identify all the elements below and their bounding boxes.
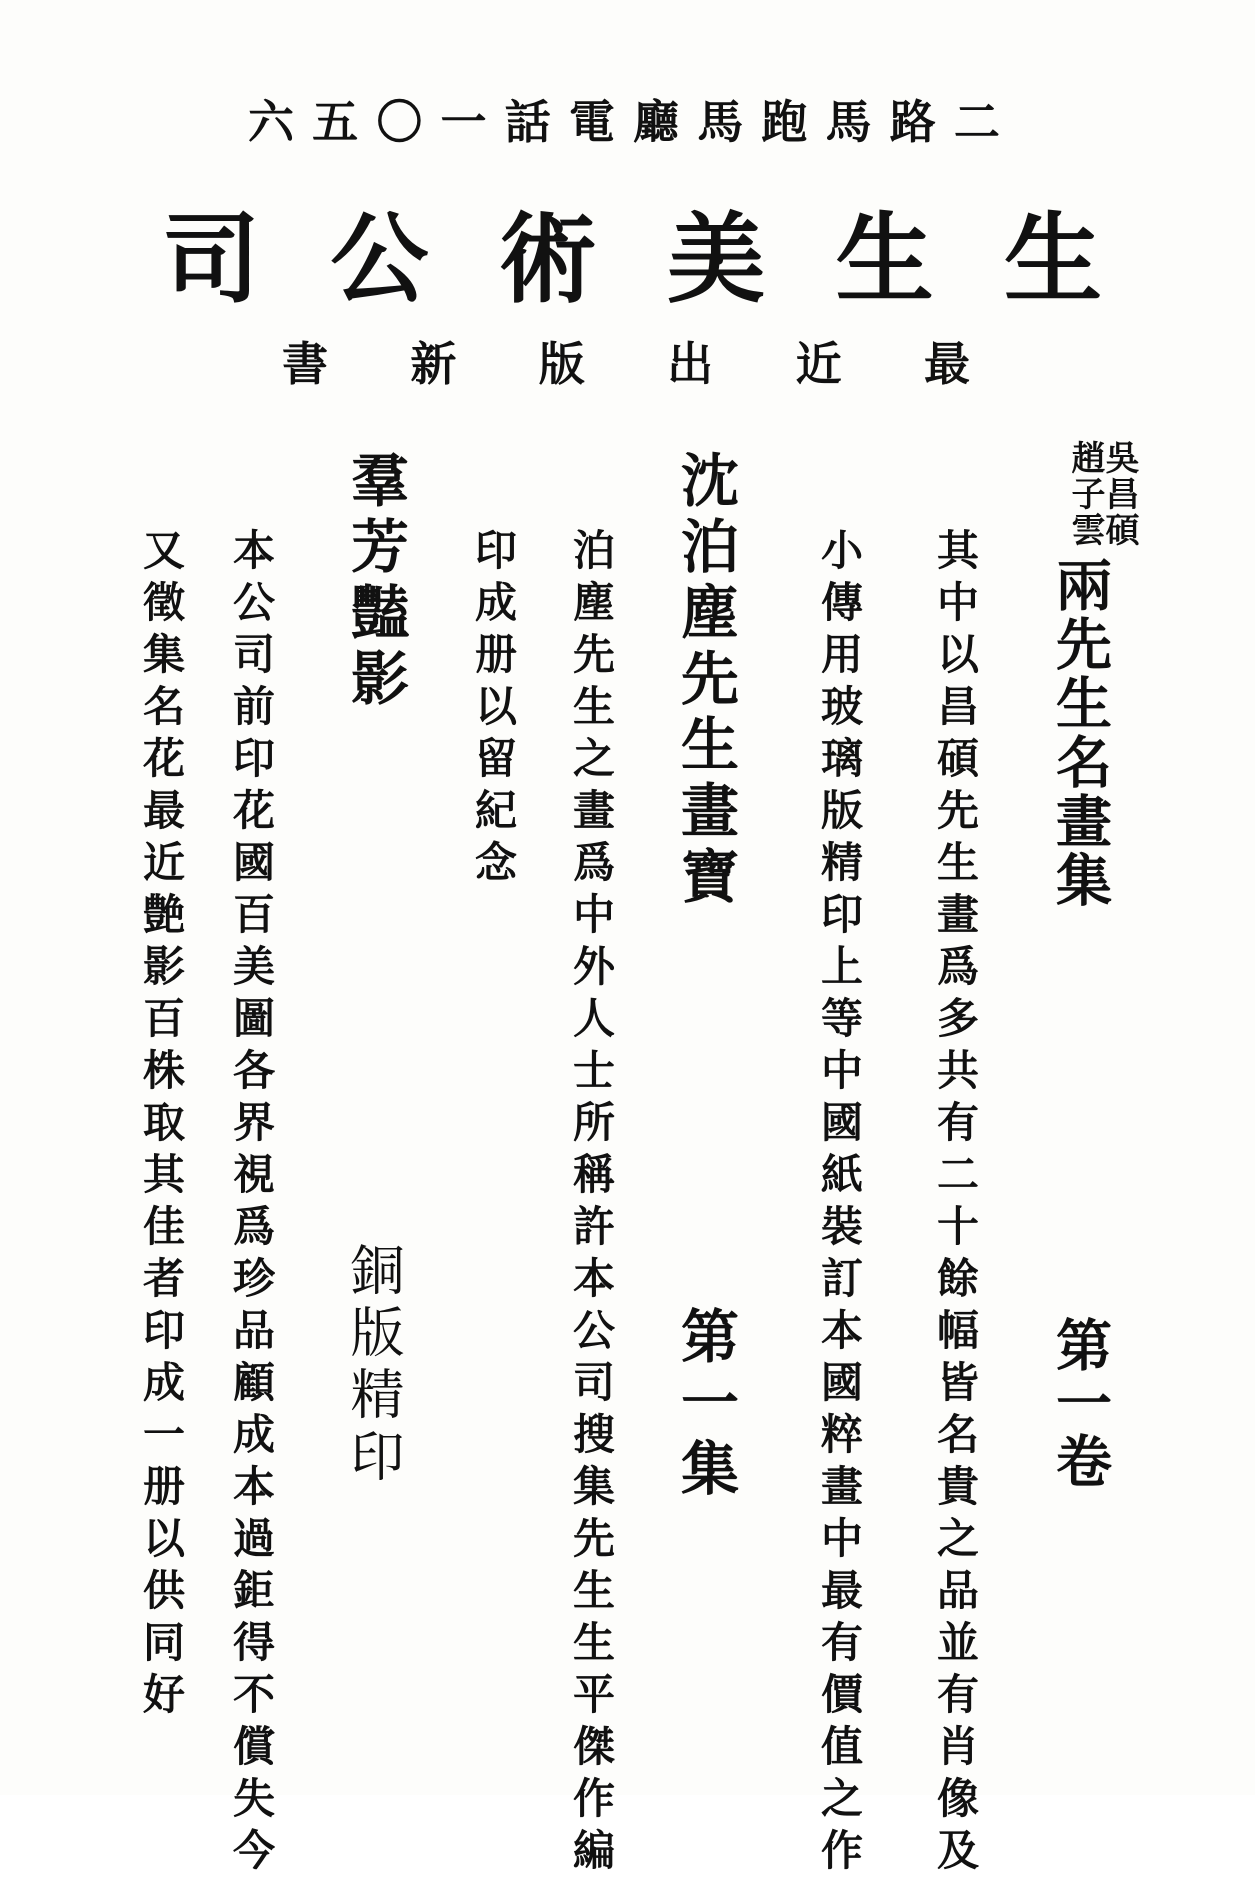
book1-author: 趙子雲	[1065, 440, 1105, 548]
phone-header	[248, 92, 1000, 152]
phone-char: 路	[889, 95, 936, 149]
heading-char: 出	[667, 337, 714, 391]
phone-char: 一	[440, 95, 487, 149]
company-char: 術	[498, 202, 597, 317]
book3-print-tag: 銅版精印	[342, 1242, 405, 1490]
company-char: 生	[1003, 202, 1102, 317]
book1-title: 兩先生名畫集	[1047, 556, 1113, 910]
company-name	[162, 200, 1102, 320]
phone-char: 廳	[633, 95, 680, 149]
heading-char: 新	[410, 337, 457, 391]
book2-description-line: 泊塵先生之畫爲中外人士所稱許本公司搜集先生生平傑作編	[567, 528, 616, 1880]
book3-title: 羣芳豔影	[341, 450, 409, 714]
book1-description-line: 小傳用玻璃版精印上等中國紙裝訂本國粹畫中最有價值之作	[815, 528, 864, 1880]
book2-description-line: 印成册以留紀念	[469, 528, 518, 892]
book1-author: 吳昌碩	[1099, 440, 1139, 548]
book3-description-line: 本公司前印花國百美圖各界視爲珍品顧成本過鉅得不償失今	[227, 528, 276, 1880]
phone-char: 〇	[376, 95, 423, 149]
book1-volume: 第一卷	[1047, 1316, 1113, 1490]
phone-char: 馬	[697, 95, 744, 149]
phone-char: 六	[248, 95, 294, 149]
book1-authors	[1065, 440, 1139, 548]
company-char: 美	[667, 202, 766, 317]
phone-char: 跑	[761, 95, 808, 149]
phone-char: 五	[312, 95, 359, 149]
phone-char: 二	[953, 95, 1000, 149]
heading-char: 版	[538, 337, 585, 391]
book1-description-line: 其中以昌碩先生畫爲多共有二十餘幅皆名貴之品並有肖像及	[931, 528, 980, 1880]
recent-books-heading	[282, 332, 970, 396]
heading-char: 書	[282, 337, 328, 391]
heading-char: 最	[923, 337, 970, 391]
heading-char: 近	[795, 337, 842, 391]
company-char: 公	[330, 202, 429, 317]
company-char: 司	[162, 202, 261, 317]
phone-char: 電	[568, 95, 615, 149]
book2-title: 沈泊塵先生畫寶	[671, 450, 739, 912]
phone-char: 馬	[825, 95, 872, 149]
phone-char: 話	[504, 95, 551, 149]
book3-description-line: 又徵集名花最近艶影百株取其佳者印成一册以供同好	[137, 528, 186, 1724]
company-char: 生	[835, 202, 934, 317]
book2-volume: 第一集	[671, 1306, 739, 1504]
